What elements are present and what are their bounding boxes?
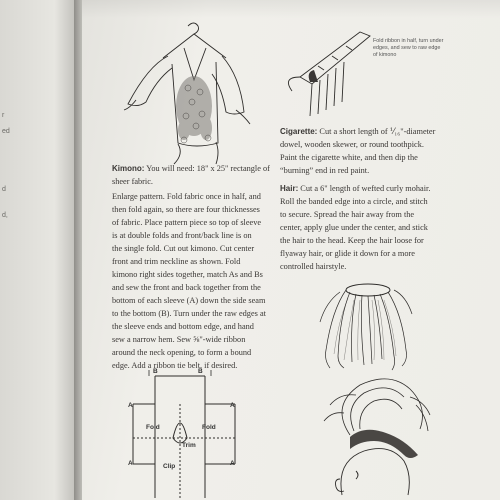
pattern-label-trim: Trim [182,442,196,449]
pattern-label-b: B [153,368,158,375]
hair-heading: Hair: [280,184,299,193]
ribbon-edge-illustration [280,22,400,122]
text-line: the single fold. Cut out kimono. Cut center [112,244,255,253]
text-line: around the neck opening, to form a bound [112,348,252,357]
pattern-label-a: A [230,460,235,467]
hair-on-head-illustration [320,375,440,500]
pattern-label-a: A [128,460,133,467]
text-line: front and trim neckline as shown. Fold [112,257,241,266]
text-line: of fabric. Place pattern piece so top of sleeve [112,218,262,227]
ribbon-note-line: of kimono [373,52,397,58]
text-line: dowel, wooden skewer, or round toothpick. [280,140,424,149]
text-line: controlled hairstyle. [280,262,347,271]
text-line: bottom of each sleeve (A) down the side seam [112,296,266,305]
text-line: kimono right sides together, match As and Bs [112,270,263,279]
text-line: sew a narrow hem. Sew ⅝"-wide ribbon [112,335,246,344]
pattern-label-clip: Clip [163,463,176,470]
text-line: Cut a short length of ⅟₁₆"-diameter [317,127,436,136]
pattern-label-fold: Fold [202,424,216,431]
text-line: is at double folds and front/back line is on [112,231,252,240]
kimono-instructions [112,190,266,372]
text-line: Enlarge pattern. Fold fabric once in half, and [112,192,261,201]
text-line: the sleeve ends and bottom edge, and hand [112,322,254,331]
kimono-heading: Kimono: [112,164,145,173]
kimono-illustration [118,18,268,168]
previous-page-edge [0,0,78,500]
ribbon-note [373,38,443,59]
text-line: edge. Add a ribbon tie belt, if desired. [112,361,238,370]
kimono-pattern-diagram [125,368,245,500]
page-shadow [82,0,500,18]
kimono-caption-body: You will need: 18" x 25" rectangle of sheer fabric. [112,164,270,186]
text-line: the hair to the head. Keep the hair loose for [280,236,424,245]
text-line: to secure. Spread the hair away from the [280,210,415,219]
cigarette-heading: Cigarette: [280,127,318,136]
pattern-label-a: A [230,402,235,409]
text-line: Roll the banded edge into a circle, and stitch [280,197,428,206]
text-line: and sew the front and back together from the [112,283,261,292]
left-page-fragment: d, [2,212,8,219]
pattern-label-b: B [198,368,203,375]
hair-instructions [280,182,430,273]
left-page-fragment: d [2,186,6,193]
text-line: Paint the cigarette white, and then dip the [280,153,418,162]
pattern-label-a: A [128,402,133,409]
hair-illustration [310,280,420,375]
ribbon-note-line: Fold ribbon in half, turn under [373,38,444,44]
kimono-caption [112,162,272,188]
text-line: center, apply glue under the center, and stick [280,223,428,232]
text-line: Cut a 6" length of wefted curly mohair. [298,184,431,193]
pattern-label-fold: Fold [146,424,160,431]
ribbon-note-line: edges, and sew to raw edge [373,45,441,51]
text-line: “burning” end in red paint. [280,166,370,175]
cigarette-instructions [280,125,435,177]
left-page-fragment: ed [2,128,10,135]
text-line: then fold again, so there are four thicknesses [112,205,260,214]
left-page-fragment: r [2,112,5,119]
text-line: to the bottom (B). Turn under the raw edges at [112,309,266,318]
text-line: flyaway hair, or glide it down for a more [280,249,415,258]
